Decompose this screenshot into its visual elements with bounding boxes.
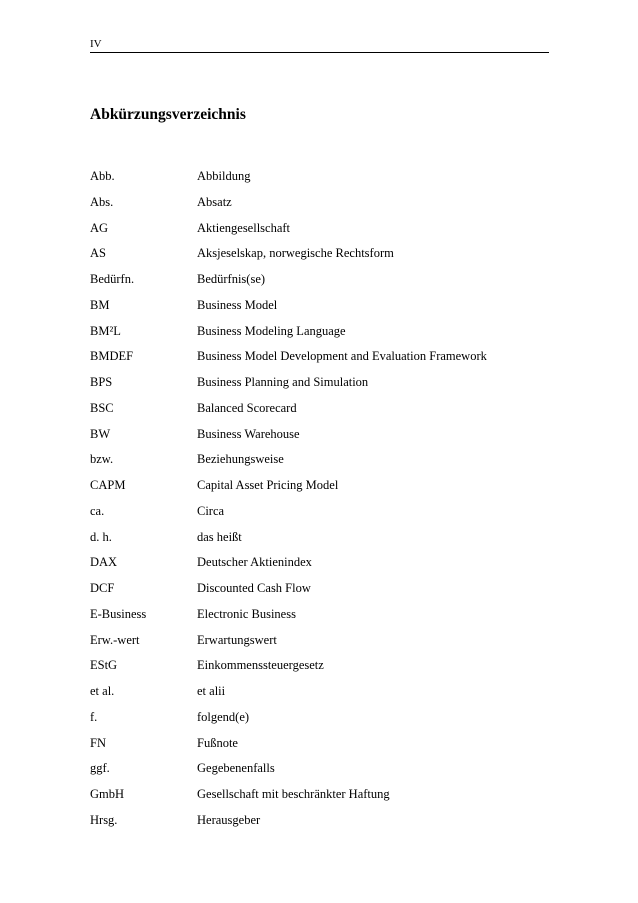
abbreviation-definition: Discounted Cash Flow: [197, 581, 311, 595]
abbreviation-definition: das heißt: [197, 529, 242, 544]
abbreviation-definition: et alii: [197, 684, 226, 698]
abbreviation-term: Abs.: [90, 194, 114, 209]
abbreviation-row: [90, 220, 549, 246]
page-header: [90, 38, 549, 53]
abbreviation-row: [90, 194, 549, 220]
abbreviation-row: [90, 580, 549, 606]
abbreviation-row: [90, 271, 549, 297]
abbreviation-row: [90, 477, 549, 503]
abbreviation-term: EStG: [90, 658, 118, 673]
abbreviation-definition: Aktiengesellschaft: [197, 220, 291, 235]
abbreviation-definition: Deutscher Aktienindex: [197, 555, 312, 570]
abbreviation-definition: Aksjeselskap, norwegische Rechtsform: [197, 246, 394, 261]
abbreviation-definition: Electronic Business: [197, 606, 296, 621]
abbreviation-row: [90, 297, 549, 323]
abbreviation-term: ca.: [90, 503, 105, 518]
abbreviation-definition: Business Warehouse: [197, 426, 300, 441]
abbreviation-definition: Circa: [197, 503, 225, 518]
abbreviation-definition: Business Model: [197, 297, 278, 312]
abbreviation-term: CAPM: [90, 478, 126, 492]
abbreviation-row: [90, 168, 549, 194]
abbreviation-definition: Einkommenssteuergesetz: [197, 658, 324, 673]
abbreviation-term: BW: [90, 426, 111, 441]
abbreviation-term: bzw.: [90, 452, 114, 467]
abbreviation-term: BPS: [90, 375, 113, 389]
abbreviation-row: [90, 786, 549, 812]
abbreviation-term: Bedürfn.: [90, 272, 135, 286]
abbreviation-term: et al.: [90, 684, 115, 698]
abbreviation-definition: Bedürfnis(se): [197, 272, 266, 286]
abbreviation-term: d. h.: [90, 529, 112, 544]
abbreviation-term: BSC: [90, 400, 114, 415]
abbreviation-row: [90, 400, 549, 426]
abbreviation-row: [90, 709, 549, 735]
abbreviation-definition: Erwartungswert: [197, 632, 277, 647]
abbreviation-term: AG: [90, 220, 109, 235]
abbreviation-term: Abb.: [90, 169, 115, 183]
abbreviation-term: BM²L: [90, 323, 121, 338]
abbreviation-term: f.: [90, 709, 98, 724]
abbreviation-definition: folgend(e): [197, 709, 250, 724]
abbreviation-row: [90, 503, 549, 529]
abbreviation-definition: Herausgeber: [197, 812, 261, 827]
abbreviation-row: [90, 657, 549, 683]
abbreviation-term: GmbH: [90, 787, 125, 801]
abbreviation-definition: Beziehungsweise: [197, 452, 284, 467]
abbreviation-row: [90, 426, 549, 452]
abbreviation-term: AS: [90, 246, 106, 261]
abbreviation-definition: Gegebenenfalls: [197, 761, 275, 776]
page-title: Abkürzungsverzeichnis: [90, 106, 246, 123]
abbreviation-row: [90, 323, 549, 349]
abbreviation-list: [90, 168, 549, 838]
abbreviation-row: [90, 735, 549, 761]
abbreviation-definition: Business Model Development and Evaluation Framework: [197, 349, 487, 364]
abbreviation-term: DCF: [90, 581, 115, 595]
abbreviation-row: [90, 683, 549, 709]
abbreviation-definition: Abbildung: [197, 169, 251, 183]
abbreviation-definition: Fußnote: [197, 735, 238, 750]
abbreviation-row: [90, 374, 549, 400]
abbreviation-term: FN: [90, 735, 106, 750]
abbreviation-row: [90, 760, 549, 786]
abbreviation-row: [90, 529, 549, 555]
abbreviation-term: Hrsg.: [90, 812, 118, 827]
abbreviation-row: [90, 245, 549, 271]
abbreviation-row: [90, 812, 549, 838]
abbreviation-term: ggf.: [90, 761, 110, 776]
abbreviation-row: [90, 554, 549, 580]
abbreviation-term: BM: [90, 297, 110, 312]
abbreviation-term: BMDEF: [90, 349, 134, 364]
abbreviation-row: [90, 606, 549, 632]
abbreviation-term: E-Business: [90, 606, 147, 621]
abbreviation-row: [90, 632, 549, 658]
abbreviation-term: Erw.-wert: [90, 632, 140, 647]
abbreviation-row: [90, 348, 549, 374]
page-number: IV: [90, 38, 102, 50]
abbreviation-definition: Gesellschaft mit beschränkter Haftung: [197, 787, 390, 801]
abbreviation-definition: Capital Asset Pricing Model: [197, 478, 339, 492]
abbreviation-definition: Business Modeling Language: [197, 323, 346, 338]
abbreviation-definition: Business Planning and Simulation: [197, 375, 369, 389]
abbreviation-row: [90, 451, 549, 477]
abbreviation-definition: Absatz: [197, 194, 232, 209]
abbreviation-definition: Balanced Scorecard: [197, 400, 297, 415]
abbreviation-term: DAX: [90, 555, 118, 570]
